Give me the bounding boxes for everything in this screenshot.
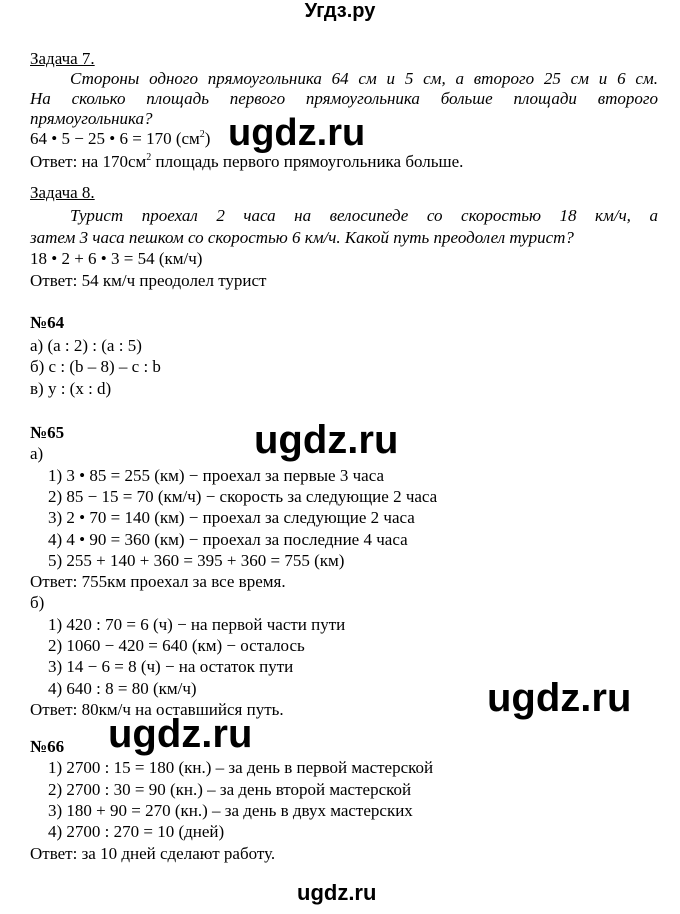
task7-solution-main: 64 • 5 − 25 • 6 = 170 (см — [30, 129, 200, 148]
n66-step: 4) 2700 : 270 = 10 (дней) — [48, 822, 225, 841]
n65-b-step: 3) 14 − 6 = 8 (ч) − на остаток пути — [48, 657, 294, 676]
task7-answer-sup: 2 — [146, 152, 152, 163]
watermark: ugdz.ru — [108, 712, 253, 756]
watermark: ugdz.ru — [254, 418, 399, 462]
n64-heading: №64 — [30, 313, 65, 332]
n65-b-step: 2) 1060 − 420 = 640 (км) − осталось — [48, 636, 305, 655]
task7-text-line-3: прямоугольника? — [30, 109, 153, 128]
n64-item-a: а) (a : 2) : (a : 5) — [30, 336, 142, 355]
task7-solution-sup: 2 — [199, 129, 205, 140]
n65-a-step: 1) 3 • 85 = 255 (км) − проехал за первые 3 часа — [48, 466, 384, 485]
task7-answer — [30, 152, 463, 172]
n65-b-step: 1) 420 : 70 = 6 (ч) − на первой части пути — [48, 615, 346, 634]
n66-heading: №66 — [30, 737, 65, 756]
task8-text-line-1: Турист проехал 2 часа на велосипеде со скоростью 18 км/ч, а — [70, 206, 658, 225]
n65-heading: №65 — [30, 423, 65, 442]
n66-answer: Ответ: за 10 дней сделают работу. — [30, 844, 276, 863]
task8-text-line-2: затем 3 часа пешком со скоростью 6 км/ч. Какой путь преодолел турист? — [30, 228, 574, 247]
task8-answer: Ответ: 54 км/ч преодолел турист — [30, 271, 267, 290]
task7-answer-pre: Ответ: на 170см — [30, 152, 147, 171]
n65-a-step: 4) 4 • 90 = 360 (км) − проехал за последние 4 часа — [48, 530, 408, 549]
n64-item-c: в) y : (x : d) — [30, 379, 112, 398]
watermark: ugdz.ru — [487, 676, 632, 720]
watermark: ugdz.ru — [228, 112, 366, 154]
n65-b-step: 4) 640 : 8 = 80 (км/ч) — [48, 679, 197, 698]
task7-text-line-1: Стороны одного прямоугольника 64 см и 5 см, а второго 25 см и 6 см. — [70, 69, 658, 88]
watermark: ugdz.ru — [297, 880, 377, 905]
site-title: Угдз.ру — [304, 0, 376, 22]
n66-step: 2) 2700 : 30 = 90 (кн.) – за день второй мастерской — [48, 780, 412, 799]
task7-heading: Задача 7. — [30, 49, 95, 68]
task7-answer-post: площадь первого прямоугольника больше. — [151, 152, 464, 171]
n65-a-answer: Ответ: 755км проехал за все время. — [30, 572, 286, 591]
n66-step: 3) 180 + 90 = 270 (кн.) – за день в двух мастерских — [48, 801, 413, 820]
task8-heading: Задача 8. — [30, 183, 95, 202]
n65-part-b: б) — [30, 593, 45, 612]
n66-step: 1) 2700 : 15 = 180 (кн.) – за день в первой мастерской — [48, 758, 434, 777]
n65-a-step: 5) 255 + 140 + 360 = 395 + 360 = 755 (км) — [48, 551, 345, 570]
n65-a-step: 3) 2 • 70 = 140 (км) − проехал за следующие 2 часа — [48, 508, 415, 527]
task7-solution-end: ) — [204, 129, 211, 148]
n64-item-b: б) c : (b – 8) – c : b — [30, 357, 161, 376]
task7-text-line-2: На сколько площадь первого прямоугольника больше площади второго — [30, 89, 658, 108]
n65-b-answer: Ответ: 80км/ч на оставшийся путь. — [30, 700, 284, 719]
n65-a-step: 2) 85 − 15 = 70 (км/ч) − скорость за следующие 2 часа — [48, 487, 438, 506]
task8-solution: 18 • 2 + 6 • 3 = 54 (км/ч) — [30, 249, 203, 268]
n65-part-a: а) — [30, 444, 44, 463]
task7-solution — [30, 129, 210, 149]
